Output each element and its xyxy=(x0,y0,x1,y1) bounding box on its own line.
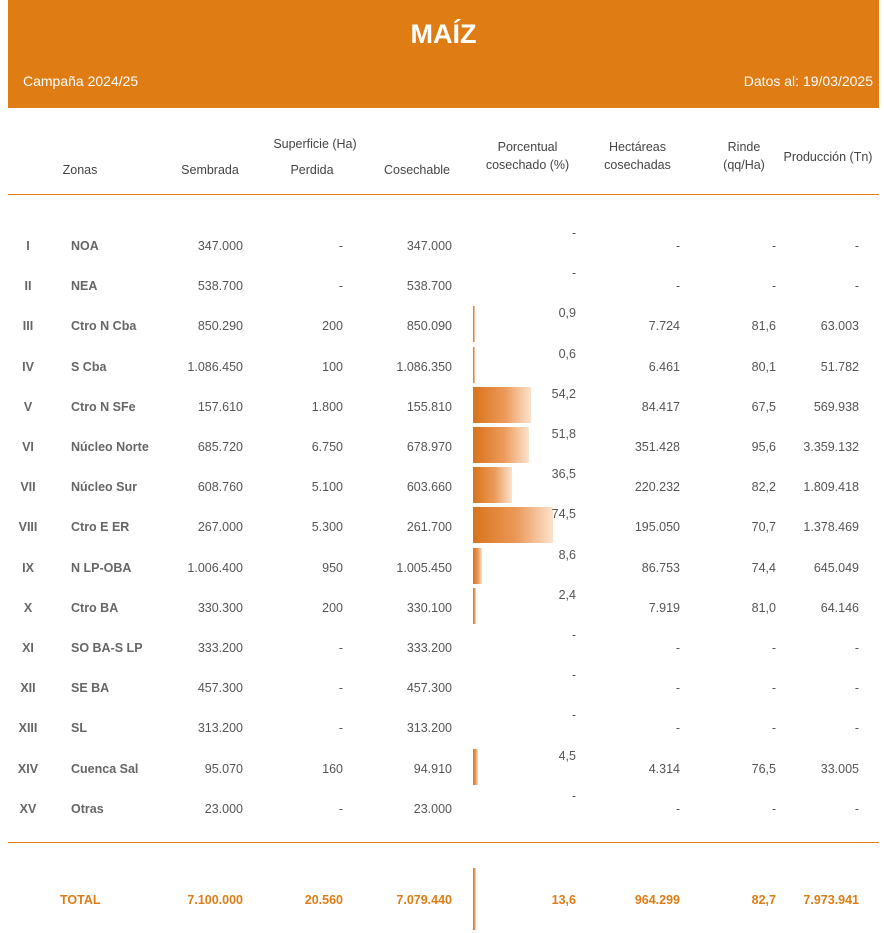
zone-number: XII xyxy=(20,681,36,696)
sembrada-value: 608.760 xyxy=(197,480,243,495)
sembrada-value: 1.086.450 xyxy=(187,359,243,374)
pct-bar xyxy=(473,347,475,383)
total-perdida: 20.560 xyxy=(304,893,343,907)
sembrada-value: 330.300 xyxy=(197,600,243,615)
hectareas-value: - xyxy=(675,641,680,655)
produccion-value: 51.782 xyxy=(820,359,859,374)
total-divider xyxy=(8,842,879,843)
perdida-value: - xyxy=(338,681,343,696)
hectareas-value: 86.753 xyxy=(641,560,680,575)
cosechable-value: 457.300 xyxy=(406,681,452,696)
perdida-value: 5.100 xyxy=(311,480,343,495)
table-row xyxy=(0,346,884,397)
zone-name: N LP-OBA xyxy=(71,560,132,575)
zone-number: I xyxy=(26,239,30,253)
produccion-value: - xyxy=(854,279,859,294)
hectareas-header-line2: cosechadas xyxy=(604,158,671,172)
table-row xyxy=(0,467,884,517)
cosechable-value: 313.200 xyxy=(406,721,452,736)
zone-number: XI xyxy=(22,641,34,655)
zone-number: IV xyxy=(22,359,34,374)
perdida-value: 6.750 xyxy=(311,440,343,454)
produccion-value: 1.809.418 xyxy=(803,480,859,495)
rinde-value: 67,5 xyxy=(751,399,776,414)
pct-value: 8,6 xyxy=(558,547,576,562)
cosechable-value: 538.700 xyxy=(406,279,452,294)
rinde-value: 74,4 xyxy=(751,560,776,575)
rinde-header-line2: (qq/Ha) xyxy=(723,158,765,172)
porcentual-header-line1: Porcentual xyxy=(497,140,558,154)
perdida-value: 5.300 xyxy=(311,520,343,535)
pct-value: - xyxy=(571,668,576,683)
total-row xyxy=(0,893,884,933)
sembrada-value: 333.200 xyxy=(197,641,243,655)
produccion-value: 63.003 xyxy=(820,319,859,334)
sembrada-value: 685.720 xyxy=(197,440,243,454)
pct-value: 0,6 xyxy=(558,346,576,361)
hectareas-value: 7.919 xyxy=(648,600,680,615)
rinde-header-line1: Rinde xyxy=(727,140,761,154)
zone-number: III xyxy=(22,319,34,334)
pct-value: 51,8 xyxy=(551,427,576,441)
hectareas-header-line1: Hectáreas xyxy=(609,140,666,154)
rinde-value: 76,5 xyxy=(751,761,776,776)
zone-number: X xyxy=(23,600,33,615)
sembrada-value: 157.610 xyxy=(197,399,243,414)
table-row xyxy=(0,266,884,316)
produccion-value: - xyxy=(854,239,859,253)
produccion-value: - xyxy=(854,641,859,655)
zone-number: IX xyxy=(22,560,34,575)
sembrada-value: 347.000 xyxy=(197,239,243,253)
zone-name: Ctro N Cba xyxy=(71,319,137,334)
pct-bar xyxy=(473,306,475,342)
total-hectareas: 964.299 xyxy=(634,893,680,907)
produccion-value: - xyxy=(854,801,859,816)
cosechable-value: 850.090 xyxy=(406,319,452,334)
sembrada-value: 457.300 xyxy=(197,681,243,696)
zone-name: SE BA xyxy=(71,681,110,696)
sembrada-value: 850.290 xyxy=(197,319,243,334)
produccion-value: - xyxy=(854,681,859,696)
total-pct-bar xyxy=(473,868,476,930)
rinde-value: 70,7 xyxy=(751,520,776,535)
zone-number: V xyxy=(23,399,33,414)
pct-bar xyxy=(473,749,478,785)
total-cosechable: 7.079.440 xyxy=(396,893,452,907)
table-row xyxy=(0,708,884,758)
total-sembrada: 7.100.000 xyxy=(187,893,243,907)
zone-name: Núcleo Sur xyxy=(71,480,137,495)
hectareas-value: - xyxy=(675,681,680,696)
hectareas-value: - xyxy=(675,721,680,736)
pct-bar xyxy=(473,588,476,624)
table-row xyxy=(0,306,884,356)
sembrada-value: 267.000 xyxy=(197,520,243,535)
perdida-value: 160 xyxy=(322,761,343,776)
rinde-value: 81,0 xyxy=(751,600,776,615)
perdida-value: - xyxy=(338,641,343,655)
total-rinde: 82,7 xyxy=(751,893,776,907)
produccion-value: 1.378.469 xyxy=(803,520,859,535)
perdida-value: 200 xyxy=(322,600,343,615)
hectareas-header xyxy=(590,138,685,174)
cosechable-value: 1.086.350 xyxy=(396,359,452,374)
pct-value: 0,9 xyxy=(558,306,576,321)
hectareas-value: 220.232 xyxy=(634,480,680,495)
zone-name: Ctro BA xyxy=(71,600,119,615)
superficie-header: Superficie (Ha) xyxy=(273,137,357,151)
produccion-header: Producción (Tn) xyxy=(783,150,873,164)
zone-number: VIII xyxy=(18,520,38,535)
data-date: Datos al: 19/03/2025 xyxy=(743,73,873,89)
porcentual-header-line2: cosechado (%) xyxy=(485,158,570,172)
header-divider xyxy=(8,194,879,195)
produccion-value: 569.938 xyxy=(813,399,859,414)
hectareas-value: 351.428 xyxy=(634,440,680,454)
perdida-value: - xyxy=(338,279,343,294)
pct-value: 54,2 xyxy=(551,386,576,401)
zone-number: II xyxy=(24,279,32,294)
rinde-value: - xyxy=(771,279,776,294)
table-row xyxy=(0,386,884,437)
hectareas-value: - xyxy=(675,279,680,294)
produccion-value: 3.359.132 xyxy=(803,440,859,454)
zone-name: SO BA-S LP xyxy=(71,641,143,655)
rinde-value: 81,6 xyxy=(751,319,776,334)
cosechable-value: 347.000 xyxy=(406,239,452,253)
page-title: MAÍZ xyxy=(410,19,477,49)
rinde-value: - xyxy=(771,801,776,816)
zone-name: Núcleo Norte xyxy=(71,440,149,454)
cosechable-value: 23.000 xyxy=(413,801,452,816)
rinde-value: - xyxy=(771,721,776,736)
cosechable-value: 94.910 xyxy=(413,761,452,776)
cosechable-header: Cosechable xyxy=(383,163,450,177)
sembrada-value: 313.200 xyxy=(197,721,243,736)
produccion-value: 33.005 xyxy=(820,761,859,776)
perdida-value: - xyxy=(338,801,343,816)
total-label: TOTAL xyxy=(60,893,101,907)
table-row xyxy=(0,547,884,598)
table-row xyxy=(0,226,884,276)
zone-name: Ctro E ER xyxy=(71,520,130,535)
rinde-value: - xyxy=(771,641,776,655)
cosechable-value: 333.200 xyxy=(406,641,452,655)
zone-name: NEA xyxy=(71,279,98,294)
zone-number: XIV xyxy=(17,761,39,776)
porcentual-header xyxy=(470,138,585,174)
sembrada-value: 538.700 xyxy=(197,279,243,294)
hectareas-value: 7.724 xyxy=(648,319,680,334)
pct-value: 36,5 xyxy=(551,467,576,482)
zone-name: NOA xyxy=(71,239,99,253)
campaign-label: Campaña 2024/25 xyxy=(23,73,139,89)
table-row xyxy=(0,507,884,557)
zonas-header: Zonas xyxy=(62,163,98,177)
total-produccion: 7.973.941 xyxy=(803,893,859,907)
cosechable-value: 603.660 xyxy=(406,480,452,495)
perdida-value: 1.800 xyxy=(311,399,343,414)
rinde-value: - xyxy=(771,681,776,696)
sembrada-value: 1.006.400 xyxy=(187,560,243,575)
cosechable-value: 330.100 xyxy=(406,600,452,615)
rinde-value: 80,1 xyxy=(751,359,776,374)
zone-name: Ctro N SFe xyxy=(71,399,136,414)
zone-number: VII xyxy=(20,480,36,495)
sembrada-header: Sembrada xyxy=(181,163,239,177)
zone-number: XIII xyxy=(18,721,38,736)
cosechable-value: 1.005.450 xyxy=(396,560,452,575)
table-row xyxy=(0,628,884,678)
pct-bar xyxy=(473,548,482,584)
perdida-value: 950 xyxy=(322,560,343,575)
cosechable-value: 155.810 xyxy=(406,399,452,414)
zone-number: VI xyxy=(22,440,34,454)
perdida-value: - xyxy=(338,239,343,253)
hectareas-value: 84.417 xyxy=(641,399,680,414)
produccion-value: 64.146 xyxy=(820,600,859,615)
pct-value: - xyxy=(571,226,576,240)
sembrada-value: 23.000 xyxy=(204,801,243,816)
pct-value: 2,4 xyxy=(558,587,576,602)
produccion-value: - xyxy=(854,721,859,736)
table-row xyxy=(0,788,884,839)
pct-value: 4,5 xyxy=(558,748,576,763)
table-row xyxy=(0,748,884,799)
zone-name: Cuenca Sal xyxy=(71,761,139,776)
header-banner xyxy=(8,0,879,108)
table-row xyxy=(0,587,884,638)
table-row xyxy=(0,427,884,477)
zone-name: S Cba xyxy=(71,359,107,374)
pct-value: - xyxy=(571,628,576,642)
sembrada-value: 95.070 xyxy=(204,761,243,776)
hectareas-value: 195.050 xyxy=(634,520,680,535)
pct-value: - xyxy=(571,266,576,281)
rinde-value: 95,6 xyxy=(751,440,776,454)
produccion-value: 645.049 xyxy=(813,560,859,575)
cosechable-value: 678.970 xyxy=(406,440,452,454)
zone-name: SL xyxy=(71,721,87,736)
perdida-value: - xyxy=(338,721,343,736)
cosechable-value: 261.700 xyxy=(406,520,452,535)
hectareas-value: - xyxy=(675,239,680,253)
hectareas-value: - xyxy=(675,801,680,816)
hectareas-value: 4.314 xyxy=(648,761,680,776)
perdida-value: 100 xyxy=(322,359,343,374)
zone-name: Otras xyxy=(71,801,104,816)
zone-number: XV xyxy=(19,801,37,816)
pct-value: - xyxy=(571,788,576,803)
hectareas-value: 6.461 xyxy=(648,359,680,374)
rinde-value: - xyxy=(771,239,776,253)
pct-value: - xyxy=(571,708,576,723)
total-pct: 13,6 xyxy=(551,893,576,907)
perdida-header: Perdida xyxy=(290,163,334,177)
perdida-value: 200 xyxy=(322,319,343,334)
table-row xyxy=(0,668,884,718)
rinde-value: 82,2 xyxy=(751,480,776,495)
pct-value: 74,5 xyxy=(551,507,576,522)
